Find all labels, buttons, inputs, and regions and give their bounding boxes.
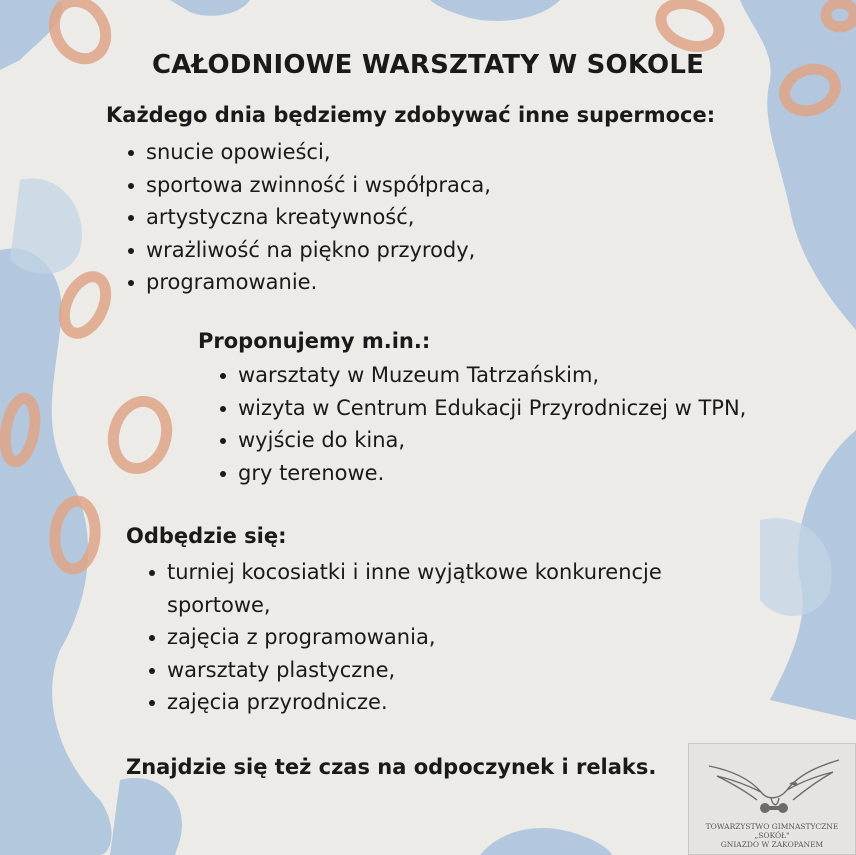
section-heading-proponujemy: Proponujemy m.in.: (198, 329, 431, 353)
list-item: gry terenowe. (218, 457, 746, 490)
list-item: zajęcia z programowania, (147, 621, 747, 654)
odbedzie-list (147, 556, 747, 719)
section-heading-supermoce: Każdego dnia będziemy zdobywać inne supermoce: (106, 103, 716, 127)
logo-line-2: „SOKÓŁ" (754, 831, 790, 840)
supermoce-list (126, 136, 491, 299)
list-item: warsztaty w Muzeum Tatrzańskim, (218, 359, 746, 392)
closing-text: Znajdzie się też czas na odpoczynek i relaks. (126, 755, 657, 779)
list-item: wizyta w Centrum Edukacji Przyrodniczej w TPN, (218, 392, 746, 425)
section-heading-odbedzie: Odbędzie się: (126, 524, 287, 548)
logo-line-3: GNIAZDO W ZAKOPANEM (720, 840, 824, 849)
list-item: turniej kocosiatki i inne wyjątkowe konkurencje sportowe, (147, 556, 747, 621)
list-item: artystyczna kreatywność, (126, 201, 491, 234)
list-item: programowanie. (126, 266, 491, 299)
list-item: zajęcia przyrodnicze. (147, 686, 747, 719)
list-item: wyjście do kina, (218, 424, 746, 457)
eagle-icon (689, 748, 856, 818)
logo-line-1: TOWARZYSTWO GIMNASTYCZNE (705, 822, 839, 831)
list-item: snucie opowieści, (126, 136, 491, 169)
list-item: wrażliwość na piękno przyrody, (126, 234, 491, 267)
proponujemy-list (218, 359, 746, 489)
list-item: sportowa zwinność i współpraca, (126, 169, 491, 202)
list-item: warsztaty plastyczne, (147, 654, 747, 687)
page-title: CAŁODNIOWE WARSZTATY W SOKOLE (151, 50, 705, 80)
sokol-logo (688, 743, 856, 855)
